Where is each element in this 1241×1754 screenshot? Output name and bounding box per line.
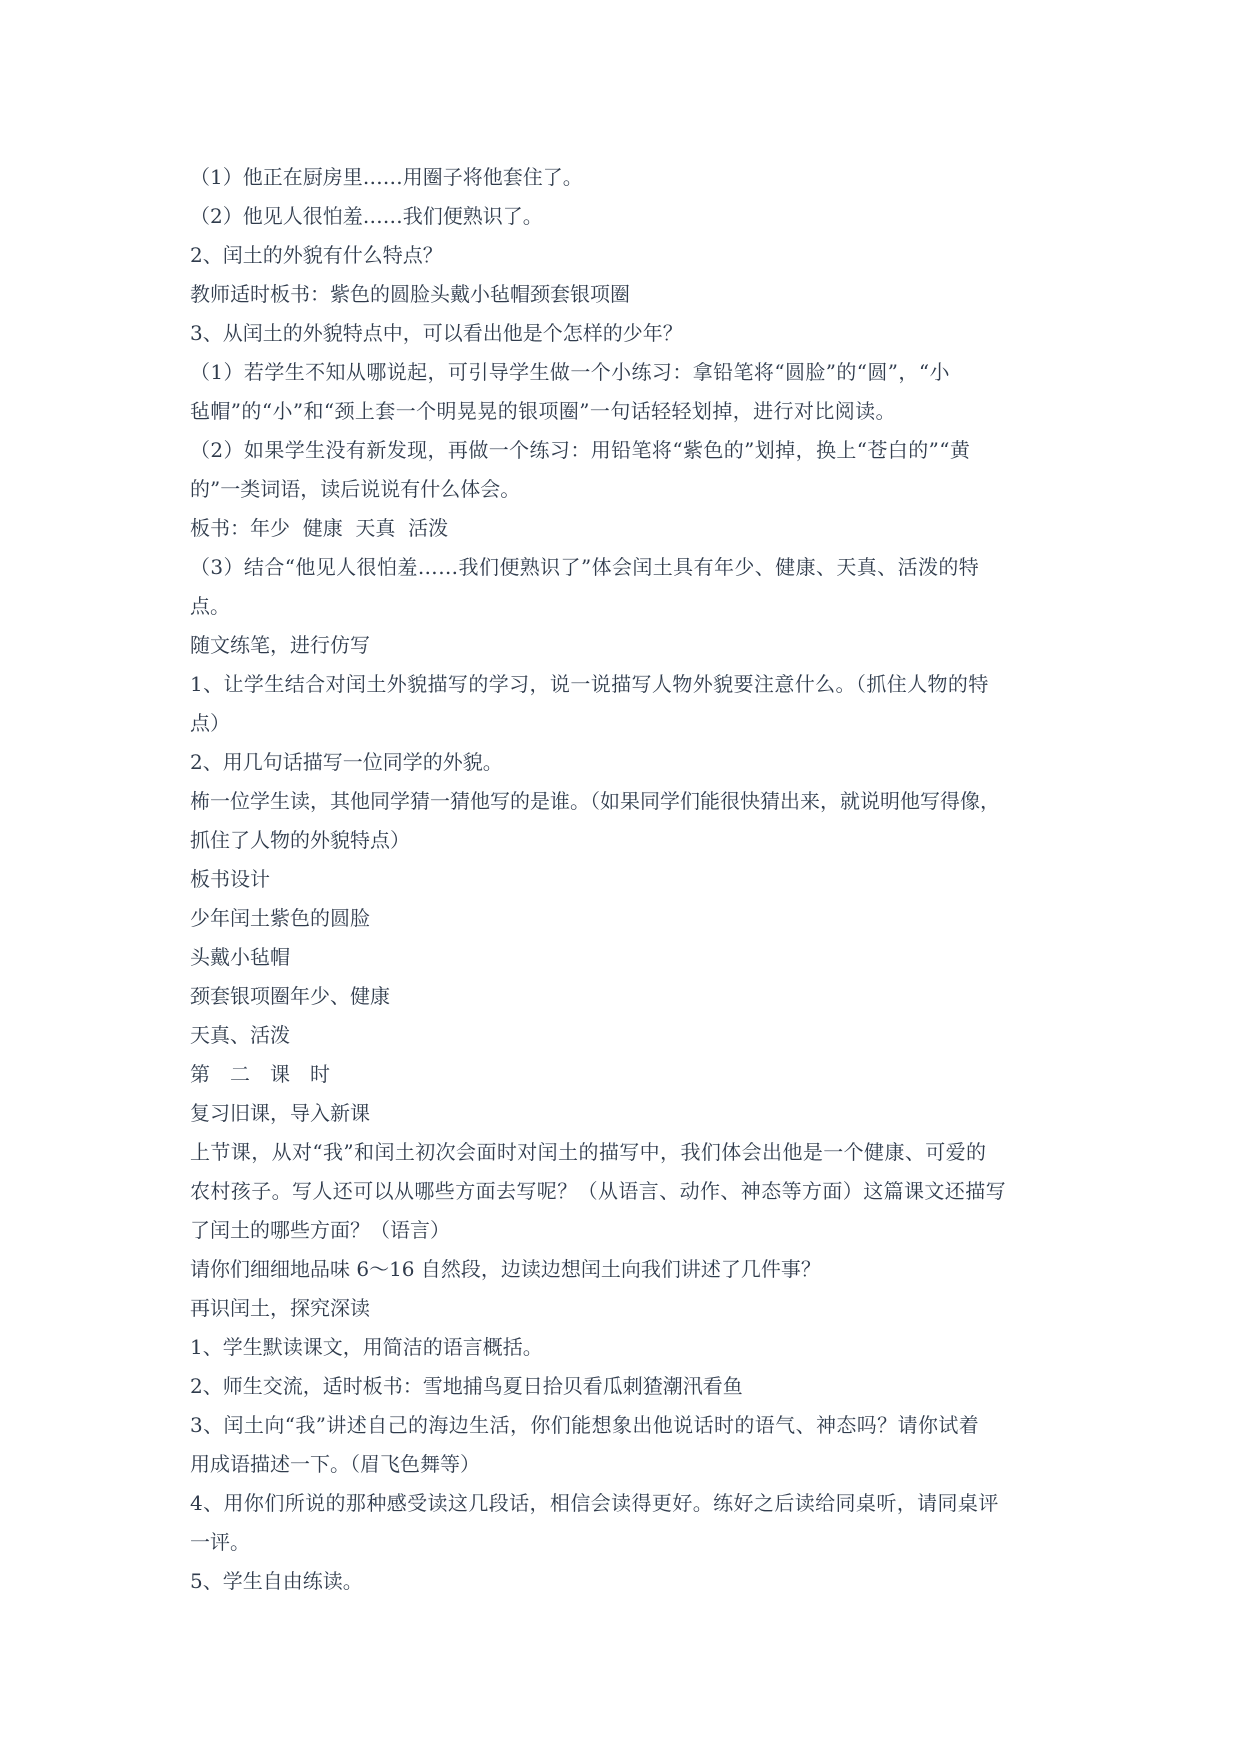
text-line: 颈套银项圈年少、健康: [190, 984, 390, 1008]
text-line: 了闰土的哪些方面？（语言）: [190, 1218, 450, 1242]
text-line: 3、闰土向“我”讲述自己的海边生活，你们能想象出他说话时的语气、神态吗？请你试着: [190, 1413, 980, 1437]
text-line: （2）如果学生没有新发现，再做一个练习：用铅笔将“紫色的”划掉，换上“苍白的”“黄: [190, 438, 971, 462]
text-line: 点。: [190, 594, 230, 618]
text-line: 2、师生交流，适时板书：雪地捕鸟夏日拾贝看瓜刺猹潮汛看鱼: [190, 1374, 743, 1398]
text-line: 毡帽”的“小”和“颈上套一个明晃晃的银项圈”一句话轻轻划掉，进行对比阅读。: [190, 399, 896, 423]
text-line: 天真、活泼: [190, 1023, 290, 1047]
text-line: 抓住了人物的外貌特点）: [190, 828, 410, 852]
text-line: 点）: [190, 711, 230, 735]
text-line: 柨一位学生读，其他同学猜一猜他写的是谁。（如果同学们能很快猜出来，就说明他写得像，: [190, 789, 1000, 813]
text-line: 4、用你们所说的那种感受读这几段话，相信会读得更好。练好之后读给同桌听，请同桌评: [190, 1491, 999, 1515]
text-line: 3、从闰土的外貌特点中，可以看出他是个怎样的少年？: [190, 321, 683, 345]
text-line: 再识闰土，探究深读: [190, 1296, 370, 1320]
text-line: （3）结合“他见人很怕羞……我们便熟识了”体会闰土具有年少、健康、天真、活泼的特: [190, 555, 980, 579]
text-line: （1）他正在厨房里……用圈子将他套住了。: [190, 165, 583, 189]
document-body: [190, 158, 1060, 1601]
section-heading: 第 二 课 时: [190, 1062, 330, 1086]
text-line: 一评。: [190, 1530, 250, 1554]
text-line: 5、学生自由练读。: [190, 1569, 363, 1593]
text-line: 板书设计: [190, 867, 270, 891]
text-line: 1、让学生结合对闰土外貌描写的学习，说一说描写人物外貌要注意什么。（抓住人物的特: [190, 672, 989, 696]
text-line: 随文练笔，进行仿写: [190, 633, 370, 657]
text-line: 上节课，从对“我”和闰土初次会面时对闰土的描写中，我们体会出他是一个健康、可爱的: [190, 1140, 987, 1164]
text-line: （2）他见人很怕羞……我们便熟识了。: [190, 204, 543, 228]
text-line: 少年闰土紫色的圆脸: [190, 906, 370, 930]
text-line: 2、闰土的外貌有什么特点？: [190, 243, 443, 267]
text-line: 板书：年少 健康 天真 活泼: [190, 516, 449, 540]
text-line: （1）若学生不知从哪说起，可引导学生做一个小练习：拿铅笔将“圆脸”的“圆”，“小: [190, 360, 950, 384]
text-line: 复习旧课，导入新课: [190, 1101, 370, 1125]
text-line: 2、用几句话描写一位同学的外貌。: [190, 750, 503, 774]
text-line: 农村孩子。写人还可以从哪些方面去写呢？（从语言、动作、神态等方面）这篇课文还描写: [190, 1179, 1006, 1203]
text-line: 1、学生默读课文，用简洁的语言概括。: [190, 1335, 543, 1359]
text-line: 的”一类词语，读后说说有什么体会。: [190, 477, 521, 501]
text-line: 头戴小毡帽: [190, 945, 290, 969]
text-line: 用成语描述一下。（眉飞色舞等）: [190, 1452, 480, 1476]
text-line: 教师适时板书：紫色的圆脸头戴小毡帽颈套银项圈: [190, 282, 630, 306]
text-line: 请你们细细地品味 6～16 自然段，边读边想闰土向我们讲述了几件事？: [190, 1257, 821, 1281]
